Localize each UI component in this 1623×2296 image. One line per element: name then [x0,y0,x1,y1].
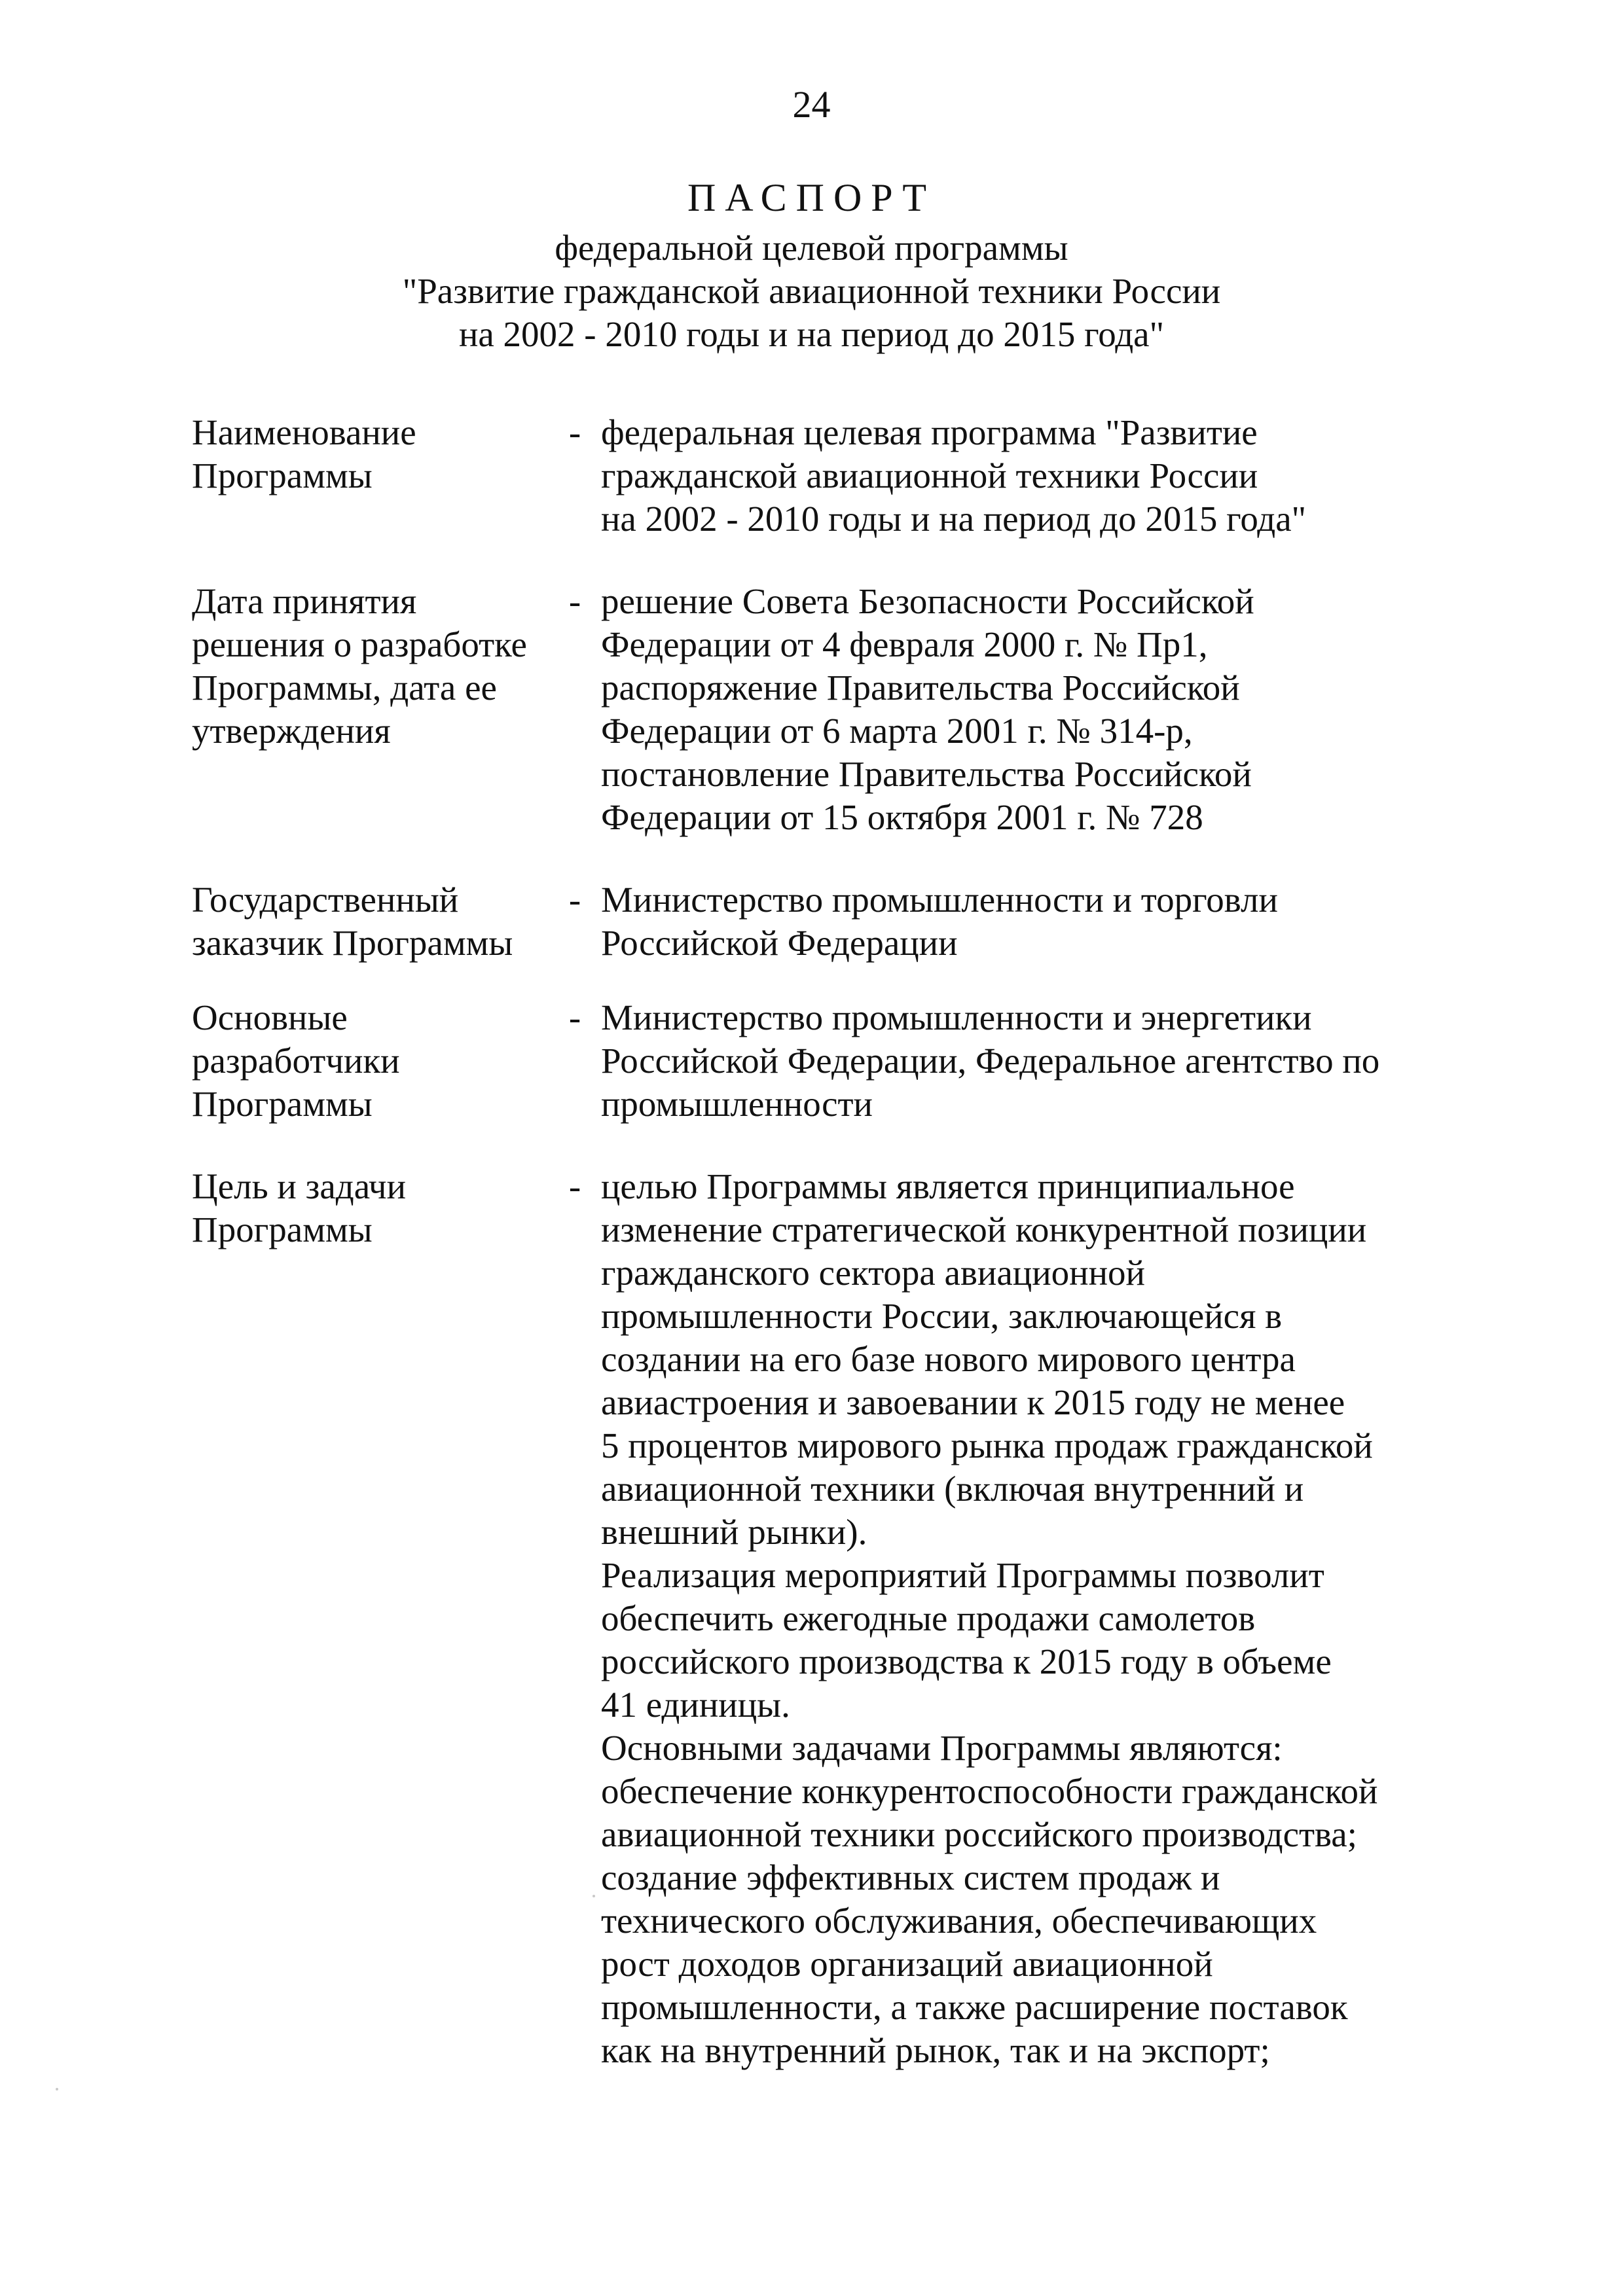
page-number: 24 [792,83,831,126]
label-line: Основные [192,997,348,1037]
value-line: создании на его базе нового мирового центра [601,1339,1296,1379]
row-separator: - [568,1166,581,1206]
label-line: Цель и задачи [192,1166,407,1206]
scan-speck [593,1895,595,1897]
value-line: Российской Федерации [601,923,958,963]
value-line: изменение стратегической конкурентной позиции [601,1210,1367,1249]
label-line: Наименование [192,412,416,452]
value-line: федеральная целевая программа "Развитие [601,412,1258,452]
subtitle-line: на 2002 - 2010 годы и на период до 2015 года" [458,314,1165,354]
value-line: промышленности России, заключающейся в [601,1296,1283,1336]
row-value [601,1165,1468,2072]
row-separator: - [568,412,581,452]
subtitle-line: федеральной целевой программы [555,228,1068,268]
label-line: Программы [192,1084,373,1124]
row-label [192,411,549,497]
value-line: как на внутренний рынок, так и на экспорт; [601,2030,1270,2070]
row-separator: - [568,997,581,1037]
value-line: Министерство промышленности и энергетики [601,997,1312,1037]
label-line: Программы [192,456,373,495]
value-line: внешний рынки). [601,1512,867,1552]
row-value [601,996,1468,1126]
value-line: промышленности, а также расширение поставок [601,1987,1348,2027]
label-line: Программы [192,1210,373,1249]
value-line: постановление Правительства Российской [601,754,1252,794]
row-label [192,878,549,965]
label-line: утверждения [192,711,391,751]
passport-row-decision-date [192,580,1468,839]
value-line: целью Программы является принципиальное [601,1166,1295,1206]
value-line: рост доходов организаций авиационной [601,1944,1213,1984]
row-value [601,878,1468,965]
value-line: гражданского сектора авиационной [601,1253,1145,1293]
value-line: решение Совета Безопасности Российской [601,581,1254,621]
value-line: промышленности [601,1084,873,1124]
row-separator: - [568,880,581,920]
value-line: на 2002 - 2010 годы и на период до 2015 года" [601,499,1307,539]
value-line: авиационной техники (включая внутренний и [601,1469,1304,1509]
label-line: Дата принятия [192,581,417,621]
row-label [192,580,549,753]
value-line: Основными задачами Программы являются: [601,1728,1283,1768]
label-line: Программы, дата ее [192,668,497,708]
row-label [192,1165,549,1251]
label-line: Государственный [192,880,459,920]
value-line: российского производства к 2015 году в объеме [601,1641,1332,1681]
passport-table [192,411,1468,2072]
value-line: 41 единицы. [601,1685,790,1725]
passport-row-program-name [192,411,1468,541]
label-line: разработчики [192,1041,400,1081]
passport-row-developers [192,996,1468,1126]
value-line: Российской Федерации, Федеральное агентство по [601,1041,1380,1081]
value-line: Федерации от 6 марта 2001 г. № 314-р, [601,711,1193,751]
value-line: обеспечить ежегодные продажи самолетов [601,1598,1256,1638]
label-line: решения о разработке [192,624,527,664]
row-value [601,411,1468,541]
value-line: авиастроения и завоевании к 2015 году не менее [601,1382,1345,1422]
value-line: гражданской авиационной техники России [601,456,1258,495]
value-line: создание эффективных систем продаж и [601,1857,1220,1897]
value-line: Министерство промышленности и торговли [601,880,1278,920]
passport-header [0,171,1623,356]
passport-row-goals [192,1165,1468,2072]
value-line: распоряжение Правительства Российской [601,668,1240,708]
value-line: технического обслуживания, обеспечивающих [601,1901,1317,1941]
value-line: обеспечение конкурентоспособности гражданской [601,1771,1378,1811]
scan-speck [56,2088,58,2090]
value-line: авиационной техники российского производства; [601,1814,1357,1854]
row-separator: - [568,581,581,621]
row-value [601,580,1468,839]
value-line: Реализация мероприятий Программы позволит [601,1555,1324,1595]
value-line: Федерации от 4 февраля 2000 г. № Пр1, [601,624,1208,664]
label-line: заказчик Программы [192,923,513,963]
passport-row-state-customer [192,878,1468,965]
value-line: Федерации от 15 октября 2001 г. № 728 [601,797,1203,837]
value-line: 5 процентов мирового рынка продаж гражданской [601,1426,1373,1465]
row-label [192,996,549,1126]
subtitle-line: "Развитие гражданской авиационной техники России [402,271,1221,311]
document-title: ПАСПОРТ [687,176,936,219]
